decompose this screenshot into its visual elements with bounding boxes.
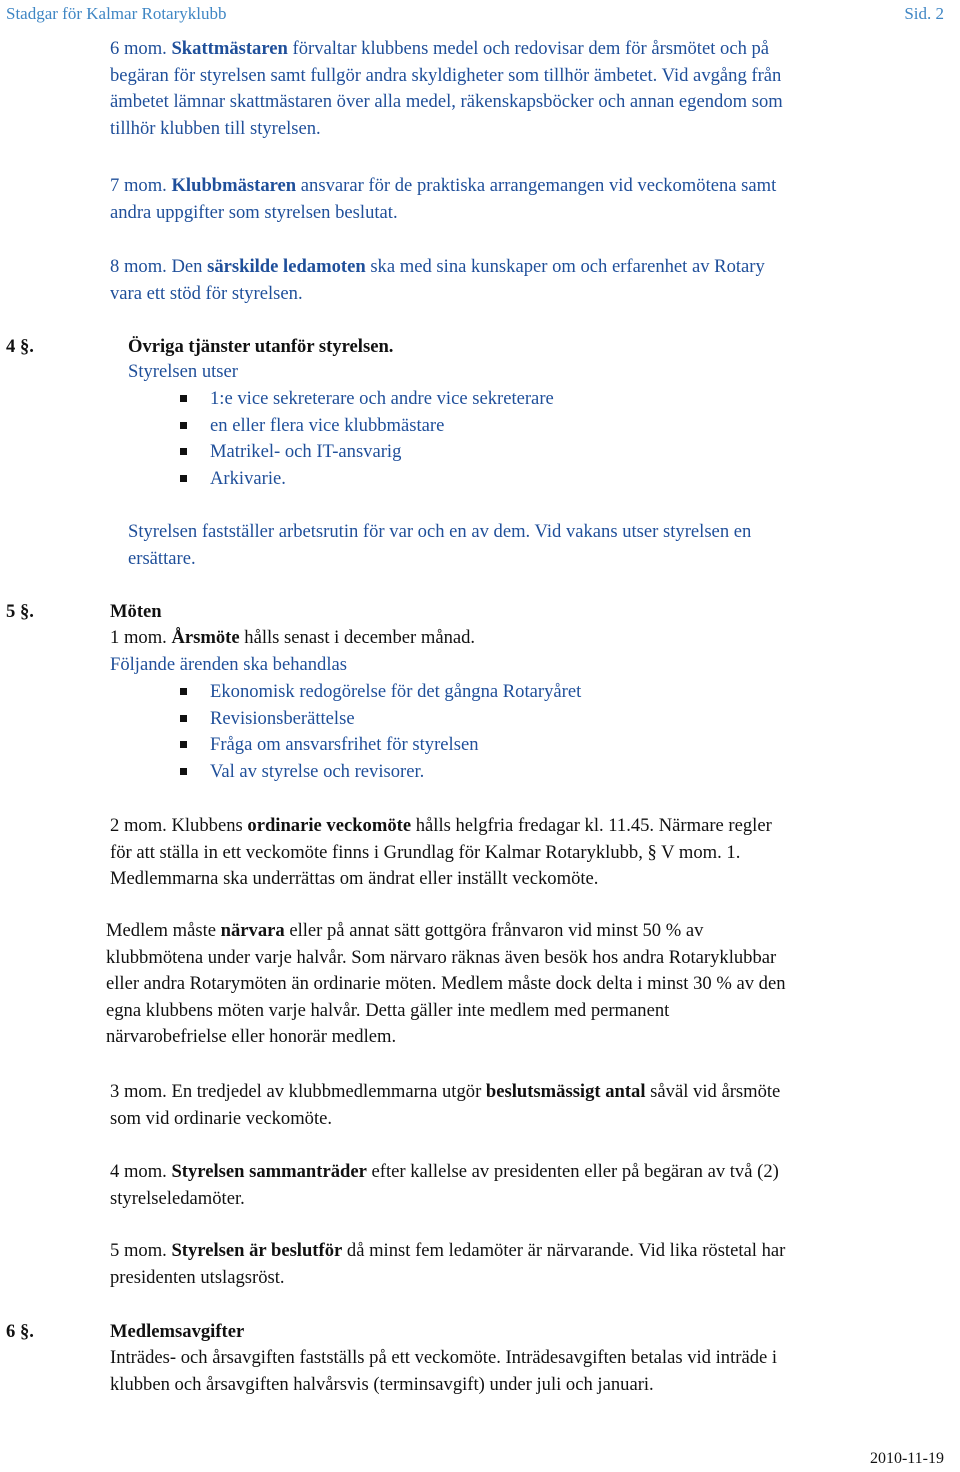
- bullet-square-icon: [180, 688, 187, 695]
- list-item: Fråga om ansvarsfrihet för styrelsen: [210, 734, 479, 755]
- bullet-square-icon: [180, 422, 187, 429]
- page-number: Sid. 2: [904, 4, 944, 23]
- section-4-intro: Styrelsen utser: [128, 361, 238, 382]
- section-4-title: Övriga tjänster utanför styrelsen.: [128, 336, 394, 357]
- bullet-square-icon: [180, 715, 187, 722]
- section-5-mom-1: 1 mom. Årsmöte hålls senast i december månad.: [110, 627, 476, 648]
- paragraph-8-mom: 8 mom. Den särskilde ledamoten ska med sina kunskaper om och erfarenhet av Rotary vara ett stöd för styrelsen.: [110, 256, 765, 304]
- section-5-mom-2: 2 mom. Klubbens ordinarie veckomöte hålls helgfria fredagar kl. 11.45. Närmare regler för att ställa in ett veckomöte finns i Grundlag för Kalmar Rotaryklubb, § V mom. 1. Medlemmarna ska underrättas om ändrat eller inställt veckomöte.: [110, 815, 772, 890]
- section-5-mom-5: 5 mom. Styrelsen är beslutför då minst fem ledamöter är närvarande. Vid lika röstetal har presidenten utslagsröst.: [110, 1240, 786, 1288]
- bullet-square-icon: [180, 448, 187, 455]
- paragraph-6-mom: 6 mom. Skattmästaren förvaltar klubbens medel och redovisar dem för årsmötet och på begäran för styrelsen samt fullgör andra skyldigheter som tillhör ämbetet. Vid avgång från ämbetet lämnar skattmästaren över alla medel, räkenskapsböcker och annan egendom som tillhör klubben till styrelsen.: [110, 38, 783, 139]
- section-4-number: 4 §.: [6, 336, 34, 357]
- section-6-title: Medlemsavgifter: [110, 1321, 245, 1342]
- section-5-attendance: Medlem måste närvara eller på annat sätt gottgöra frånvaron vid minst 50 % av klubbmötena under varje halvår. Som närvaro räknas även besök hos andra Rotaryklubbar eller andra Rotarymöten än ordinarie möten. Medlem måste dock delta i minst 30 % av den egna klubbens möten varje halvår. Detta gäller inte medlem med permanent närvarobefrielse eller honorär medlem.: [106, 920, 786, 1048]
- section-4-outro: Styrelsen fastställer arbetsrutin för var och en av dem. Vid vakans utser styrelsen en ersättare.: [128, 521, 752, 569]
- list-item: Revisionsberättelse: [210, 708, 355, 729]
- section-6-number: 6 §.: [6, 1321, 34, 1342]
- header-title: Stadgar för Kalmar Rotaryklubb: [6, 4, 227, 23]
- bullet-square-icon: [180, 741, 187, 748]
- footer-date: 2010-11-19: [869, 1450, 944, 1467]
- list-item: Ekonomisk redogörelse för det gångna Rotaryåret: [210, 681, 582, 702]
- bullet-square-icon: [180, 395, 187, 402]
- section-5-title: Möten: [110, 601, 162, 622]
- paragraph-7-mom: 7 mom. Klubbmästaren ansvarar för de praktiska arrangemangen vid veckomötena samt andra uppgifter som styrelsen beslutat.: [110, 175, 777, 223]
- list-item: 1:e vice sekreterare och andre vice sekreterare: [210, 388, 554, 409]
- bullet-square-icon: [180, 475, 187, 482]
- section-5-mom-4: 4 mom. Styrelsen sammanträder efter kallelse av presidenten eller på begäran av två (2) styrelseledamöter.: [110, 1161, 779, 1209]
- section-6-body: Inträdes- och årsavgiften fastställs på ett veckomöte. Inträdesavgiften betalas vid inträde i klubben och årsavgiften halvårsvis (terminsavgift) under juli och januari.: [110, 1347, 778, 1395]
- section-5-number: 5 §.: [6, 601, 34, 622]
- list-item: Arkivarie.: [210, 468, 286, 489]
- section-5-mom-3: 3 mom. En tredjedel av klubbmedlemmarna utgör beslutsmässigt antal såväl vid årsmöte som vid ordinarie veckomöte.: [110, 1081, 781, 1129]
- section-5-intro: Följande ärenden ska behandlas: [110, 654, 347, 675]
- list-item: Val av styrelse och revisorer.: [210, 761, 425, 782]
- list-item: en eller flera vice klubbmästare: [210, 415, 445, 436]
- list-item: Matrikel- och IT-ansvarig: [210, 441, 402, 462]
- bullet-square-icon: [180, 768, 187, 775]
